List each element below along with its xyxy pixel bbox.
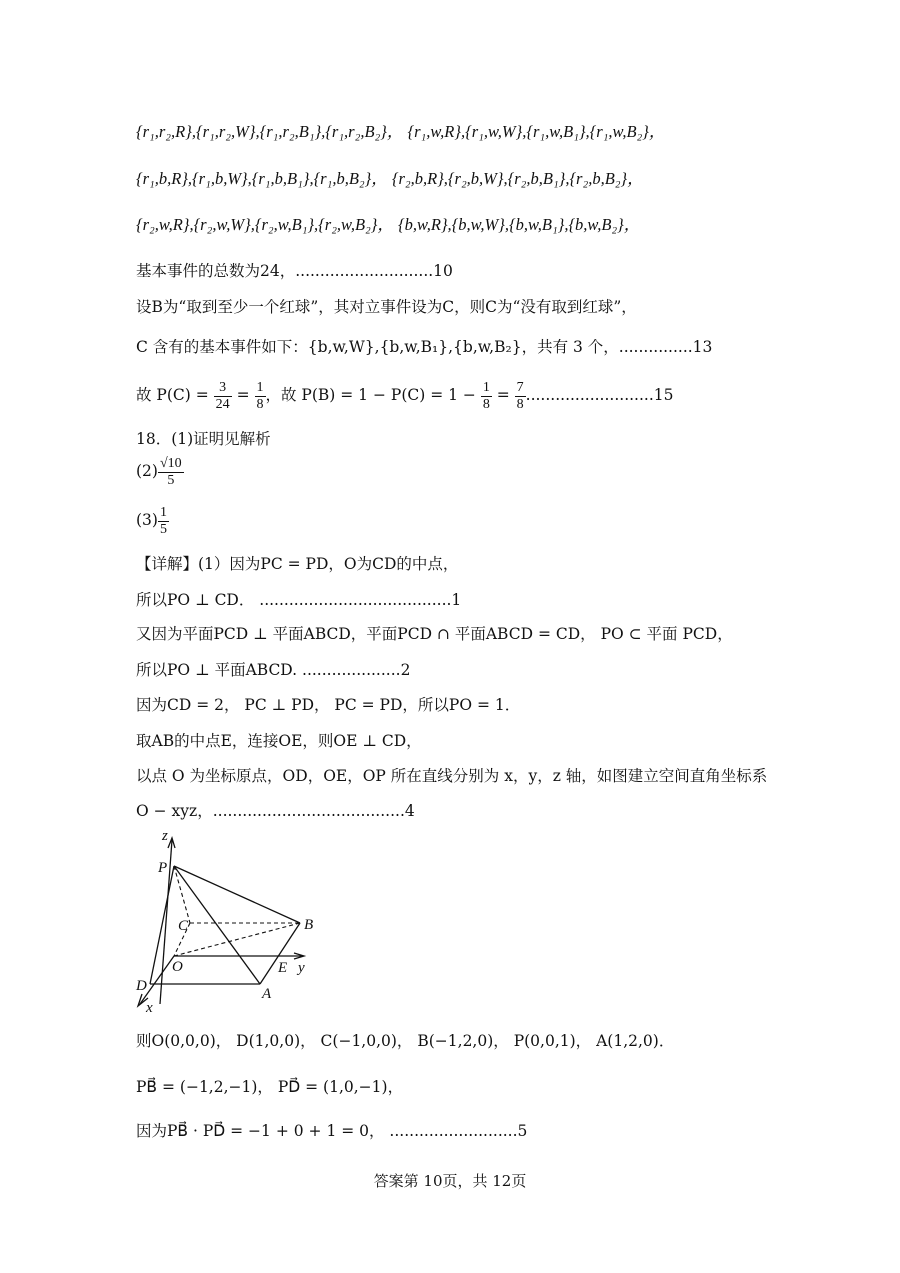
label-B: B (304, 917, 314, 933)
fraction-denominator: 5 (159, 521, 167, 537)
equals-sign: = (491, 386, 515, 404)
detail-line-4: 所以PO ⊥ 平面ABCD. ....................2 (136, 661, 411, 679)
label-P: P (158, 860, 168, 876)
fraction-numerator: √10 (159, 455, 182, 471)
detail-line-6: 取AB的中点E，连接OE，则OE ⊥ CD， (136, 732, 422, 750)
sample-space-row-3: {r₂,w,R},{r₂,w,W},{r₂,w,B₁},{r₂,w,B₂}， {b,w,R},{b,w,W},{b,w,B₁},{b,w,B₂}， (136, 215, 641, 234)
edge-PD (150, 866, 174, 984)
event-definition-line: 设B为“取到至少一个红球”，其对立事件设为C，则C为“没有取到红球”， (136, 298, 637, 316)
detail-line-2: 所以PO ⊥ CD． .......................................1 (136, 591, 462, 609)
q18-heading: 18．(1)证明见解析 (136, 430, 271, 448)
fraction-1-5 (158, 505, 169, 538)
fraction-denominator: 5 (167, 472, 175, 488)
event-c-outcomes-line: C 含有的基本事件如下：{b,w,W},{b,w,B₁},{b,w,B₂}，共有 3 个，...............13 (136, 338, 713, 356)
page-footer: 答案第 10页，共 12页 (373, 1172, 527, 1190)
vectors-line: PB⃗ = (−1,2,−1)， PD⃗ = (1,0,−1)， (136, 1078, 404, 1096)
answer-label: (3) (136, 511, 158, 529)
label-D: D (136, 978, 147, 994)
answer-label: (2) (136, 462, 158, 480)
label-A: A (262, 986, 272, 1002)
equals-sign: = (231, 386, 255, 404)
fraction-numerator: 3 (214, 380, 232, 397)
label-E: E (278, 960, 288, 976)
label-O: O (172, 959, 183, 975)
label-z: z (162, 828, 168, 844)
detail-line-5: 因为CD = 2， PC ⊥ PD， PC = PD，所以PO = 1． (136, 696, 521, 714)
detail-line-8: O − xyz，.......................................4 (136, 802, 415, 820)
label-x: x (146, 1000, 153, 1016)
coordinates-line: 则O(0,0,0)， D(1,0,0)， C(−1,0,0)， B(−1,2,0)， P(0,0,1)， A(1,2,0)． (136, 1032, 675, 1050)
fraction-1-8 (255, 380, 266, 413)
fraction-denominator: 8 (516, 396, 524, 412)
fraction-sqrt10-5 (158, 456, 184, 489)
fraction-numerator: 1 (159, 504, 167, 520)
fraction-numerator: 7 (516, 379, 524, 395)
fraction-denominator: 8 (256, 396, 264, 412)
probability-prefix: 故 P(C) = (136, 386, 214, 404)
detail-line-7: 以点 O 为坐标原点，OD，OE，OP 所在直线分别为 x，y，z 轴，如图建立空间直角坐标系 (136, 767, 768, 785)
fraction-denominator: 24 (215, 396, 230, 412)
probability-line (136, 378, 860, 413)
fraction-3-24 (214, 380, 232, 413)
edge-PB (174, 866, 300, 923)
q18-answer-3 (136, 503, 860, 538)
detail-line-1: 【详解】(1）因为PC = PD，O为CD的中点， (136, 555, 459, 573)
label-C: C (178, 918, 189, 934)
label-y: y (298, 960, 305, 976)
dot-product-line: 因为PB⃗ · PD⃗ = −1 + 0 + 1 = 0， ..........................5 (136, 1122, 528, 1140)
fraction-1-8-b (481, 380, 492, 413)
sample-space-row-1: {r₁,r₂,R},{r₁,r₂,W},{r₁,r₂,B₁},{r₁,r₂,B₂}， {r₁,w,R},{r₁,w,W},{r₁,w,B₁},{r₁,w,B₂}， (136, 122, 666, 141)
pyramid-coordinate-figure (128, 826, 328, 1016)
probability-middle: ，故 P(B) = 1 − P(C) = 1 − (265, 386, 481, 404)
fraction-denominator: 8 (482, 396, 490, 412)
sample-space-row-2: {r₁,b,R},{r₁,b,W},{r₁,b,B₁},{r₁,b,B₂}， {r₂,b,R},{r₂,b,W},{r₂,b,B₁},{r₂,b,B₂}， (136, 169, 644, 188)
fraction-numerator: 1 (256, 379, 264, 395)
fraction-numerator: 1 (482, 379, 490, 395)
fraction-7-8 (515, 380, 526, 413)
edge-PC (174, 866, 190, 923)
detail-line-3: 又因为平面PCD ⊥ 平面ABCD，平面PCD ∩ 平面ABCD = CD， PO ⊂ 平面 PCD， (136, 625, 733, 643)
total-count-line: 基本事件的总数为24，............................10 (136, 262, 453, 280)
q18-answer-2 (136, 454, 860, 489)
probability-score: ..........................15 (525, 386, 674, 404)
